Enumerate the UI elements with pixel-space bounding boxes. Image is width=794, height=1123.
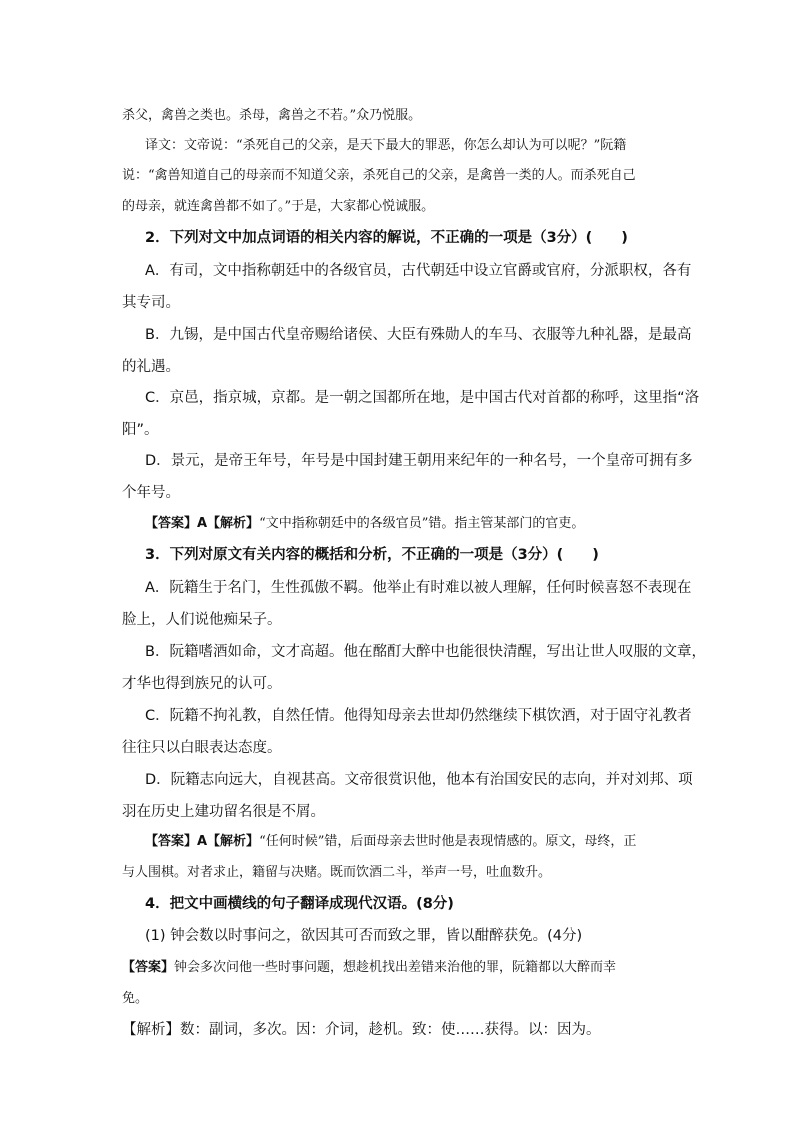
q4-title: 4．把文中画横线的句子翻译成现代汉语。(8分)	[145, 896, 454, 912]
q4-answer-tag: 【答案】	[122, 960, 175, 975]
q3-answer-text-line-1: “任何时候”错，后面母亲去世时他是表现情感的。原文，母终，正	[259, 834, 637, 849]
q3-option-a-line-2: 脸上，人们说他痴呆子。	[122, 612, 282, 628]
q3-answer-text-line-2: 与人围棋。对者求止，籍留与决赌。既而饮酒二斗，举声一号，吐血数升。	[122, 865, 552, 880]
q3-option-b-line-2: 才华也得到族兄的认可。	[122, 676, 282, 692]
q3-option-b-line-1: B．阮籍嗜酒如命，文才高超。他在酩酊大醉中也能很快清醒，写出让世人叹服的文章，	[145, 644, 706, 660]
q2-option-a-line-1: A．有司，文中指称朝廷中的各级官员，古代朝廷中设立官爵或官府，分派职权，各有	[145, 263, 692, 279]
q3-option-a-line-1: A．阮籍生于名门，生性孤傲不羁。他举止有时难以被人理解，任何时候喜怒不表现在	[145, 580, 692, 596]
q3-title: 3．下列对原文有关内容的概括和分析，不正确的一项是（3分）( )	[145, 547, 599, 563]
q4-analysis: 【解析】数：副词，多次。因：介词，趁机。致：使……获得。以：因为。	[122, 1022, 601, 1038]
q3-answer-tag: 【答案】A【解析】	[145, 834, 260, 849]
q2-answer-text: “文中指称朝廷中的各级官员”错。指主管某部门的官吏。	[259, 516, 585, 531]
q2-option-c-line-2: 阳”。	[122, 422, 159, 438]
intro-line-1: 杀父，禽兽之类也。杀母，禽兽之不若。”众乃悦服。	[122, 108, 422, 123]
intro-line-4: 的母亲，就连禽兽都不如了。”于是，大家都心悦诚服。	[122, 199, 435, 214]
q4-answer-text-line-2: 免。	[122, 991, 149, 1006]
q2-title: 2．下列对文中加点词语的相关内容的解说，不正确的一项是（3分）( )	[145, 230, 628, 246]
q4-answer	[122, 956, 616, 975]
q2-option-d-line-2: 个年号。	[122, 485, 180, 501]
q3-option-c-line-1: C．阮籍不拘礼教，自然任情。他得知母亲去世却仍然继续下棋饮酒，对于固守礼教者	[145, 708, 692, 724]
q4-sentence-1: (1) 钟会数以时事问之，欲因其可否而致之罪，皆以酣醉获免。(4分)	[145, 928, 583, 944]
q2-option-b-line-1: B．九锡，是中国古代皇帝赐给诸侯、大臣有殊勋人的车马、衣服等九种礼器，是最高	[145, 327, 692, 343]
q3-option-d-line-2: 羽在历史上建功留名很是不屑。	[122, 804, 325, 820]
q4-answer-text-line-1: 钟会多次问他一些时事问题，想趁机找出差错来治他的罪，阮籍都以大醉而幸	[174, 960, 617, 975]
intro-line-3: 说：“禽兽知道自己的母亲而不知道父亲，杀死自己的父亲，是禽兽一类的人。而杀死自己	[122, 168, 636, 183]
q2-option-a-line-2: 其专司。	[122, 295, 180, 311]
q2-option-d-line-1: D．景元，是帝王年号，年号是中国封建王朝用来纪年的一种名号，一个皇帝可拥有多	[145, 453, 693, 469]
q3-answer	[145, 830, 636, 849]
q2-answer	[145, 512, 584, 531]
q2-option-b-line-2: 的礼遇。	[122, 359, 180, 375]
q2-option-c-line-1: C．京邑，指京城，京都。是一朝之国都所在地，是中国古代对首都的称呼，这里指“洛	[145, 390, 700, 406]
intro-line-2: 译文：文帝说：“杀死自己的父亲，是天下最大的罪恶，你怎么却认为可以呢？”阮籍	[145, 138, 627, 153]
q3-option-c-line-2: 往往只以白眼表达态度。	[122, 740, 282, 756]
q3-option-d-line-1: D．阮籍志向远大，自视甚高。文帝很赏识他，他本有治国安民的志向，并对刘邦、项	[145, 772, 693, 788]
q2-answer-tag: 【答案】A【解析】	[145, 516, 260, 531]
